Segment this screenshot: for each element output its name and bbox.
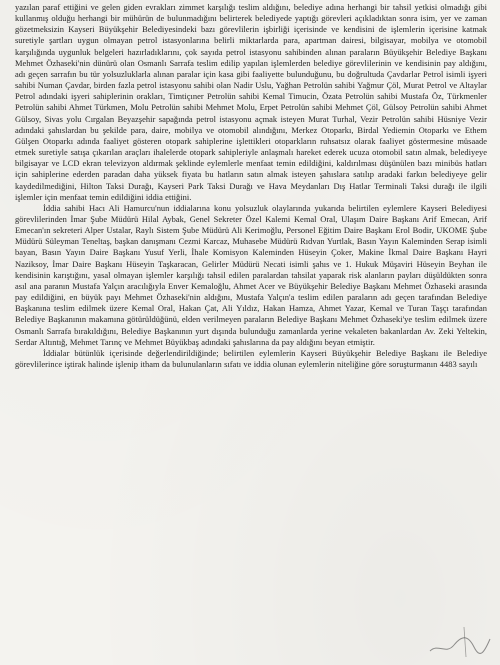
paragraph-3: İddialar bütünlük içerisinde değerlendirildiğinde; belirtilen eylemlerin Kayseri Büyükşehir Belediye Başkanı ile Belediye görevlilerince iştirak halinde işlenip itham da bulunulanların sıfatı ve iddia olunan eylemlerin niteliğine göre soruşturmanın 4483 sayılı bbox=[15, 347, 487, 369]
handwritten-mark-icon bbox=[424, 621, 494, 661]
paragraph-2: İddia sahibi Hacı Ali Hamurcu'nun iddialarına konu yolsuzluk olaylarında yukarıda belirtilen eylemlere Kayseri Belediyesi görevlilerinden İmar Şube Müdürü Hilal Aybak, Genel Sekreter Özel Kalemi Kemal Oral, Ulaşım Daire Başkanı Arif Emecan, Arif Emecan'ın sekreteri Alper Ustalar, Raylı Sistem Şube Müdürü Ali Kerimoğlu, Personel Eğitim Daire Başkanı Erol Bodir, UKOME Şube Müdürü Süleyman Teneltaş, başkan danışmanı Cezmi Karcaz, Muhasebe Müdürü Rıdvan Yurtlak, Basın Yayın Kaleminden Serap isimli bayan, Basın Yayın Daire Başkanı Yusuf Yerli, İhale Komisyon Kaleminden Hüseyin Çoker, Makine İkmal Daire Başkanı Hayri Naziksoy, İmar Daire Başkanı Hüseyin Taşkaracan, Gelirler Müdürü Necati isimli şahıs ve 1. Hukuk Müşaviri Hüseyin Beyhan ile kendisinin karıştığını, yasal olmayan işlemler karşılığı tahsil edilen paralardan tahsilat yaparak risk alanların payları düşüldükten sonra asıl ana paranın Mustafa Yalçın aracılığıyla Enver Kemaloğlu, Ahmet Acer ve Büyükşehir Belediye Başkanı Mehmet Özhaseki arasında pay edildiğini, en büyük payı Mehmet Özhaseki'nin aldığını, Mustafa Yalçın'a teslim edilen paraların adı geçen tarafından Belediye Başkanına teslim edilmek üzere Kemal Oral, Hakan Çat, Ali Yıldız, Hakan Hamza, Ahmet Yazar, Kemal ve Turan Taşçı tarafından Belediye Başkanının makamına götürüldüğünü, elden verilmeyen paraların Belediye Başkanı Mehmet Özhaseki'ye teslim edilmek üzere Osmanlı Sarrafa bırakıldığını, Belediye Başkanının yurt dışında bulunduğu zamanlarda yerine vekaleten bakanlardan Av. Zeki Yeltekin, Serdar Altıntığ, Mehmet Tarınç ve Mehmet Büyükbaş adındaki şahıslarına da pay aldığını beyan etmiştir. bbox=[15, 202, 487, 347]
paragraph-1: yazılan paraf ettiğini ve gelen giden evrakları zimmet karşılığı teslim aldığını, belediye adına herhangi bir tahsil yetkisi olmadığı gibi kullanmış olduğu herhangi bir mühürün de bulunmadığını belirterek belediyede yaptığı görevleri açıkladıktan sonra isim, yer ve zaman gözetmeksizin Kayseri Büyükşehir Belediyesindeki bazı görevlilerin işbirliği içerisinde ve kendisini de işlemlerin içerisine katmak suretiyle şartları uygun olmayan petrol istasyonlarına belirli miktarlarda para, apartman dairesi, bilgisayar, mobilya ve otomobil karşılığında uygunluk belgeleri hazırladıklarını, çok sayıda petrol istasyonu sahibinden alınan paraların Büyükşehir Belediye Başkanı Mehmet Özhaseki'nin dünürü olan Osmanlı Sarrafa teslim edilip yapılan işlemlerden belediye görevlilerinin ve kendisinin pay aldığını, adı geçen sarrafın bu tür yolsuzluklarla alınan paralar için kasa gibi faaliyette bulunduğunu, bu doğrultuda Çavdarlar Petrol isimli işyeri sahibi Numan Çavdar, birden fazla petrol istasyonu sahibi olan Nadir Uslu, Yağhan Petrolün sahibi Yağmur Çöl, Murat Petrol ve Altaylar Petrol adındaki işyeri sahiplerinin orakları, Timtiçıner Petrolün sahibi Kemal Timucin, Özata Petrolün sahibi Mustafa Öz, Türkmenler Petrolün sahibi Ahmet Türkmen, Molu Petrolün sahibi Mehmet Molu, Erpet Petrolün sahibi Mehmet Çöl, Gülsoy Petrolün sahibi Ahmet Gülsoy, Sivas yolu Cırgalan Beyazşehir sapağında petrol istasyonu açmak isteyen Murat Turhal, Vezir Petrolün sahibi Hüsniye Vezir adındaki şahıslardan bu şekilde para, daire, mobilya ve otomobil alındığını, Merkez Otoparkı, Birdal Yediemin Otoparkı ve Ethem Gülşen Otoparkı adında faaliyet gösteren otopark sahiplerine işlettikleri otoparkların ruhsatsız olarak faaliyet göstermesine müsaade etmek suretiyle satışa çıkarılan araçları ihalelerde otopark sahipleriyle anlaşmalı hareket ederek ucuza otomobil satın almak, belediyeye bilgisayar ve LCD ekran televizyon aldırmak şeklinde eylemlerle menfaat temin edildiğini, kaldırılması düşünülen bazı minibüs hatları için sahiplerine ederden paradan daha yüksek fiyata bu hatların satın almak isteyen şahıslara satılıp aradaki farkın belediyeye gelir kaydedilmediğini, Hilton Taksi Durağı, Kayseri Park Taksi Durağı ve Hava Meydanları Dış Hatlar Terminali Taksi durağı ile ilgili işlemler için menfaat temin edildiğini iddia ettiğini. bbox=[15, 2, 487, 202]
